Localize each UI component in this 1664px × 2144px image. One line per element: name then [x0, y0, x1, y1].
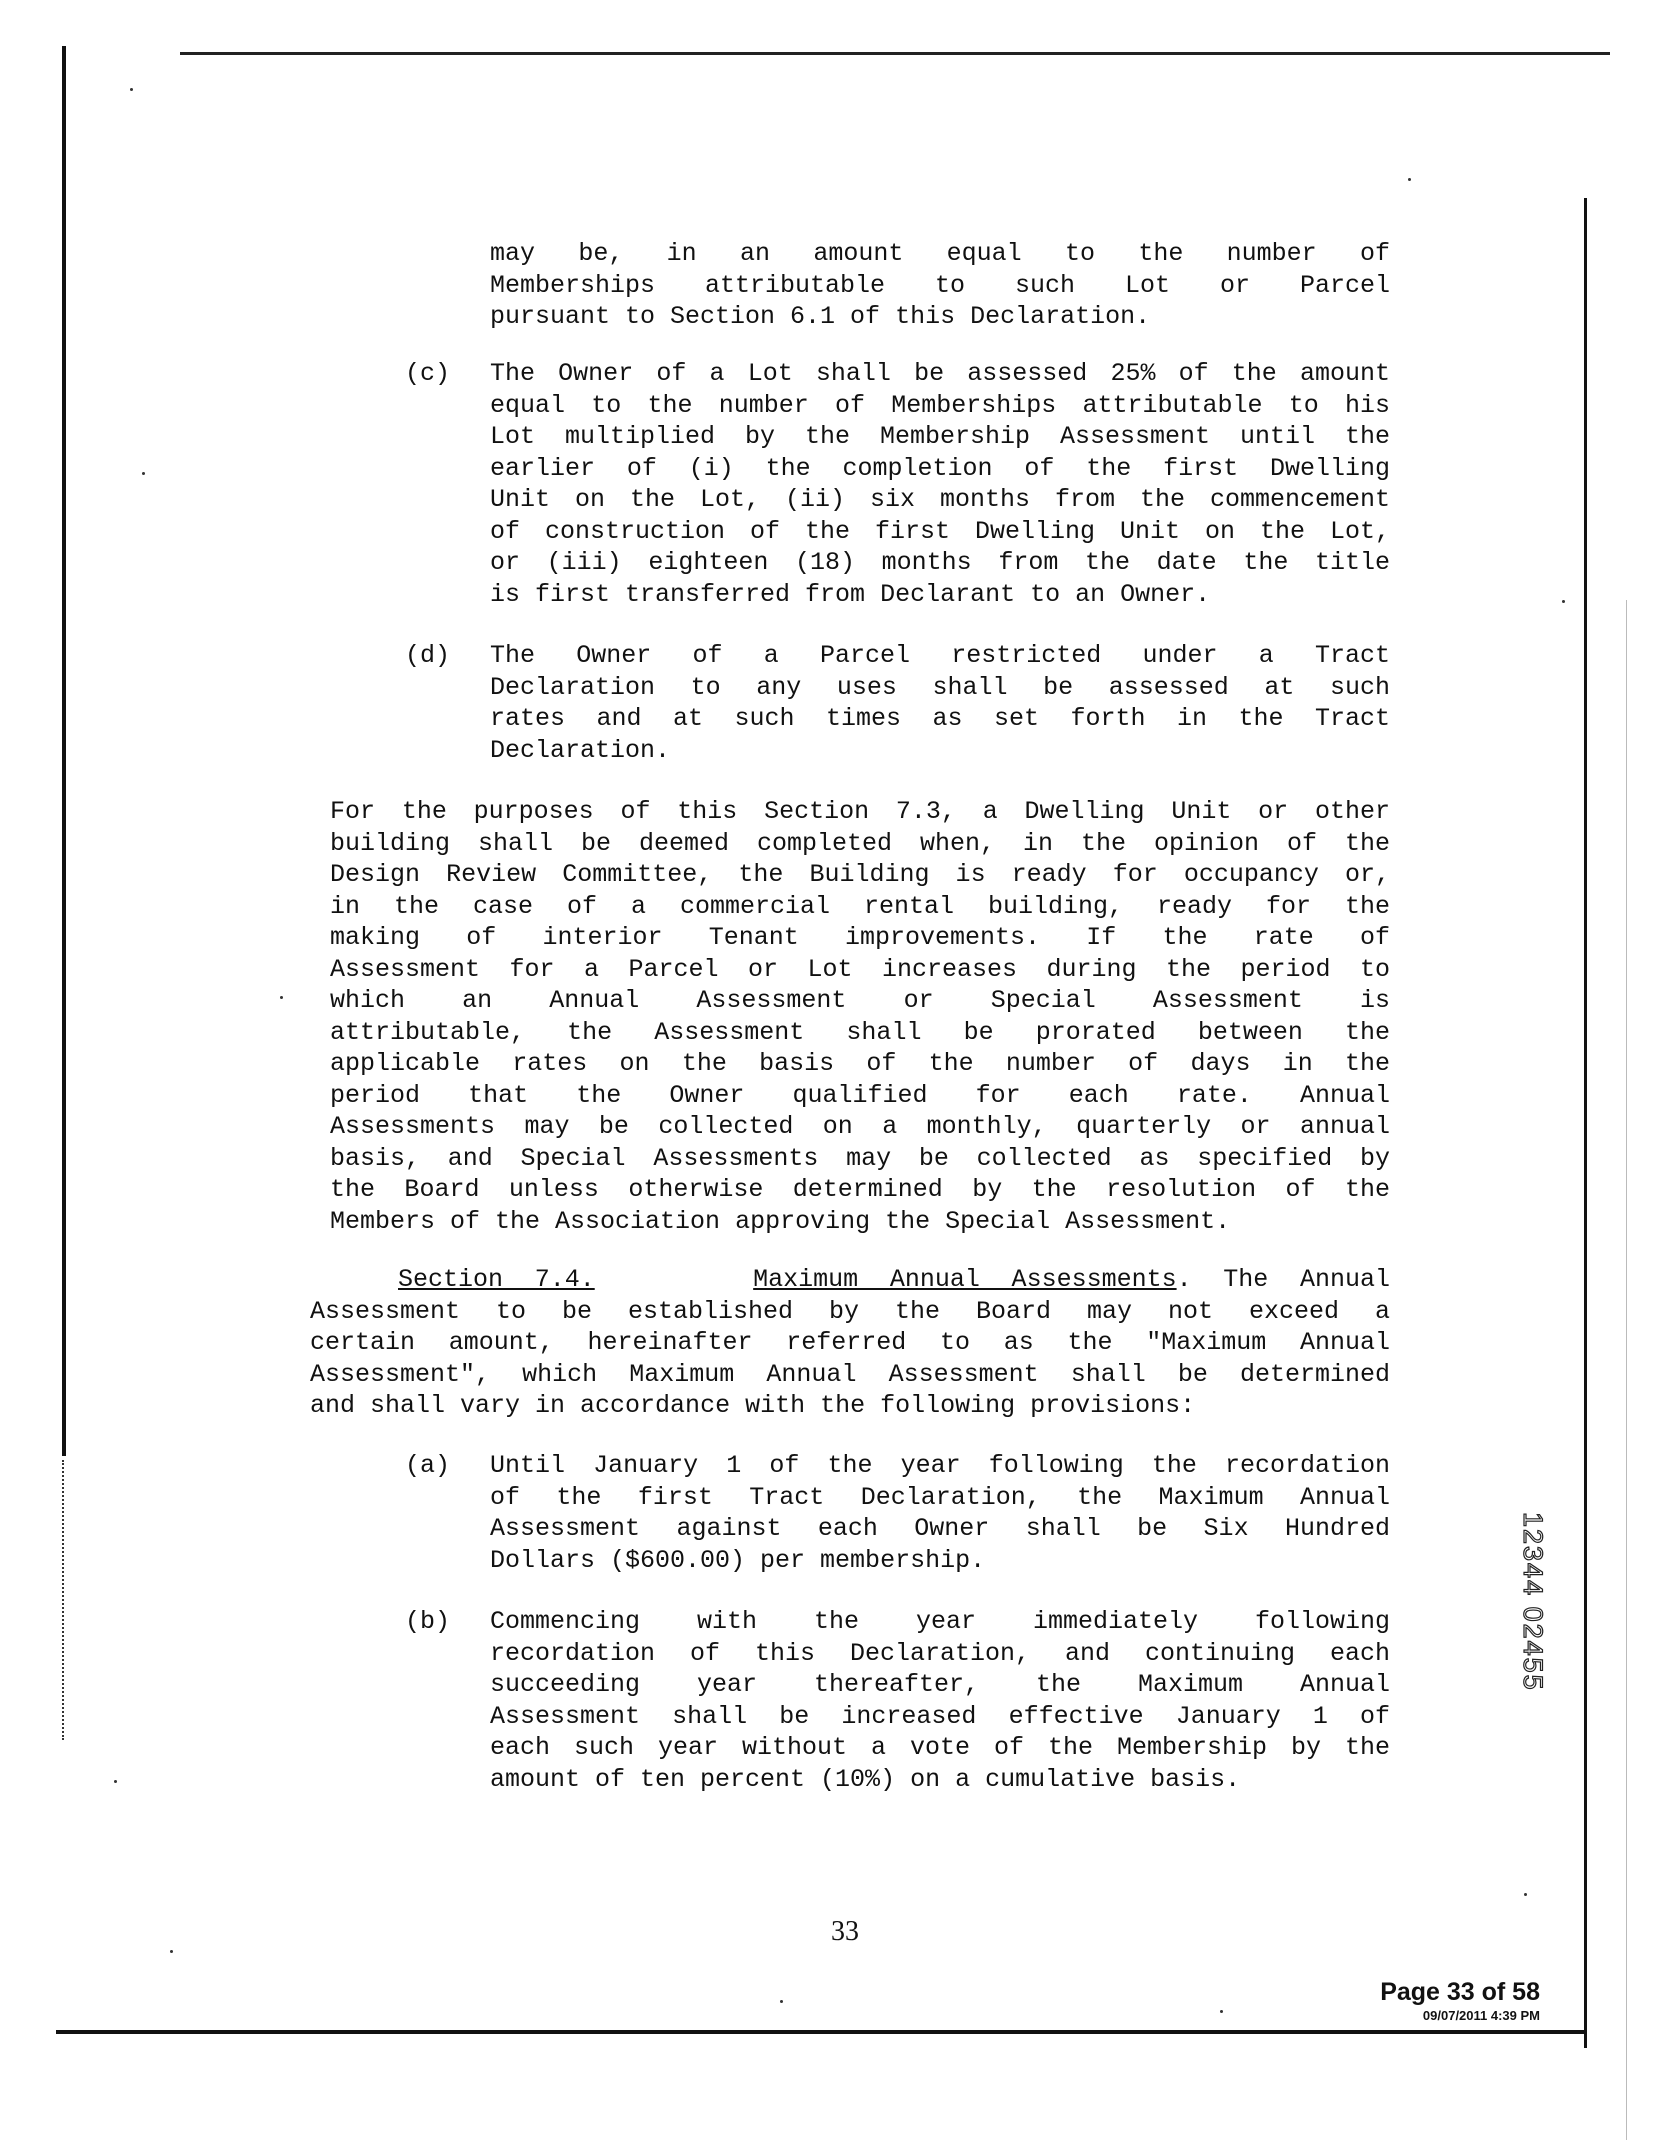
text-line: of the first Tract Declaration, the Maximum Annual: [490, 1482, 1390, 1512]
text-line: basis, and Special Assessments may be collected as specified by: [330, 1143, 1390, 1173]
text-line: is first transferred from Declarant to an Owner.: [490, 579, 1211, 609]
text-line: Dollars ($600.00) per membership.: [490, 1545, 986, 1575]
item-b-label: (b): [405, 1607, 451, 1636]
text-line: attributable, the Assessment shall be prorated between the: [330, 1017, 1390, 1047]
text-line: earlier of (i) the completion of the first Dwelling: [490, 453, 1390, 483]
page-count-stamp: Page 33 of 58: [1380, 1978, 1540, 2006]
scan-speck: [170, 1950, 173, 1953]
text-line: Unit on the Lot, (ii) six months from the commencement: [490, 485, 1390, 514]
text-line: recordation of this Declaration, and continuing each: [490, 1638, 1390, 1668]
scan-bottom-border: [56, 2030, 1586, 2034]
paragraph-intro: [490, 238, 1390, 333]
text-line: may be, in an amount equal to the number of: [490, 239, 1390, 268]
text-line: Assessment", which Maximum Annual Assessment shall be determined: [310, 1359, 1390, 1389]
page-number: 33: [831, 1916, 859, 1947]
text-line: in the case of a commercial rental building, ready for the: [330, 891, 1390, 921]
text-line: period that the Owner qualified for each rate. Annual: [330, 1080, 1390, 1110]
item-a-label: (a): [405, 1451, 451, 1480]
item-b-text: [490, 1606, 1390, 1795]
scan-left-border: [62, 46, 66, 1456]
text-line: building shall be deemed completed when, in the opinion of the: [330, 828, 1390, 858]
section-7-4-first-line-rest: . The Annual: [1176, 1265, 1390, 1294]
text-line: Assessment to be established by the Board may not exceed a: [310, 1296, 1390, 1326]
text-line: Until January 1 of the year following the recordation: [490, 1451, 1390, 1480]
scan-top-border: [180, 52, 1610, 55]
text-line: applicable rates on the basis of the number of days in the: [330, 1049, 1390, 1078]
text-line: Lot multiplied by the Membership Assessment until the: [490, 422, 1390, 451]
item-c-label: (c): [405, 359, 451, 388]
scan-speck: [280, 996, 283, 999]
scan-speck: [114, 1780, 117, 1783]
text-line: Assessment for a Parcel or Lot increases during the period to: [330, 954, 1390, 984]
text-line: and shall vary in accordance with the following provisions:: [310, 1391, 1196, 1420]
text-line: rates and at such times as set forth in the Tract: [490, 704, 1390, 733]
item-d-label: (d): [405, 641, 451, 670]
text-line: the Board unless otherwise determined by the resolution of the: [330, 1175, 1390, 1204]
text-line: The Owner of a Parcel restricted under a Tract: [490, 641, 1390, 670]
section-7-4-title: Maximum Annual Assessments: [753, 1265, 1177, 1294]
scan-speck: [1562, 600, 1565, 603]
text-line: certain amount, hereinafter referred to as the "Maximum Annual: [310, 1328, 1390, 1357]
text-line: or (iii) eighteen (18) months from the date the title: [490, 548, 1390, 577]
scan-speck: [1524, 1893, 1527, 1896]
item-d-text: [490, 640, 1390, 766]
text-line: Assessment against each Owner shall be Six Hundred: [490, 1514, 1390, 1543]
text-line: Assessment shall be increased effective January 1 of: [490, 1701, 1390, 1731]
scan-speck: [1220, 2010, 1223, 2013]
section-7-4: [310, 1264, 1390, 1422]
text-line: succeeding year thereafter, the Maximum Annual: [490, 1670, 1390, 1699]
text-line: For the purposes of this Section 7.3, a Dwelling Unit or other: [330, 797, 1390, 826]
text-line: Declaration.: [490, 735, 671, 765]
text-line: Design Review Committee, the Building is ready for occupancy or,: [330, 860, 1390, 889]
scan-right-faint-border: [1626, 600, 1627, 2140]
text-line: Assessments may be collected on a monthly, quarterly or annual: [330, 1112, 1390, 1141]
text-line: each such year without a vote of the Membership by the: [490, 1733, 1390, 1762]
item-c-text: [490, 358, 1390, 610]
print-date-stamp: 09/07/2011 4:39 PM: [1422, 2008, 1540, 2023]
scan-speck: [780, 2000, 783, 2003]
text-line: making of interior Tenant improvements. If the rate of: [330, 923, 1390, 952]
text-line: of construction of the first Dwelling Unit on the Lot,: [490, 516, 1390, 546]
scan-left-dotted-border: [62, 1460, 66, 1740]
text-line: The Owner of a Lot shall be assessed 25% of the amount: [490, 359, 1390, 388]
text-line: Declaration to any uses shall be assessed at such: [490, 672, 1390, 702]
text-line: which an Annual Assessment or Special Assessment is: [330, 986, 1390, 1015]
recording-number-stamp: 12344 02455: [1518, 1512, 1548, 1692]
text-line: amount of ten percent (10%) on a cumulative basis.: [490, 1764, 1241, 1794]
text-line: Commencing with the year immediately following: [490, 1607, 1390, 1636]
item-a-text: [490, 1450, 1390, 1576]
section-7-4-number: Section 7.4.: [398, 1265, 595, 1294]
text-line: Members of the Association approving the Special Assessment.: [330, 1206, 1231, 1236]
scan-speck: [130, 88, 133, 91]
scan-speck: [142, 472, 145, 475]
text-line: Memberships attributable to such Lot or Parcel: [490, 270, 1390, 300]
text-line: equal to the number of Memberships attributable to his: [490, 390, 1390, 420]
scan-right-border: [1584, 198, 1587, 2048]
text-line: pursuant to Section 6.1 of this Declaration.: [490, 302, 1151, 331]
scan-speck: [1408, 178, 1411, 181]
paragraph-purposes: [330, 796, 1390, 1237]
